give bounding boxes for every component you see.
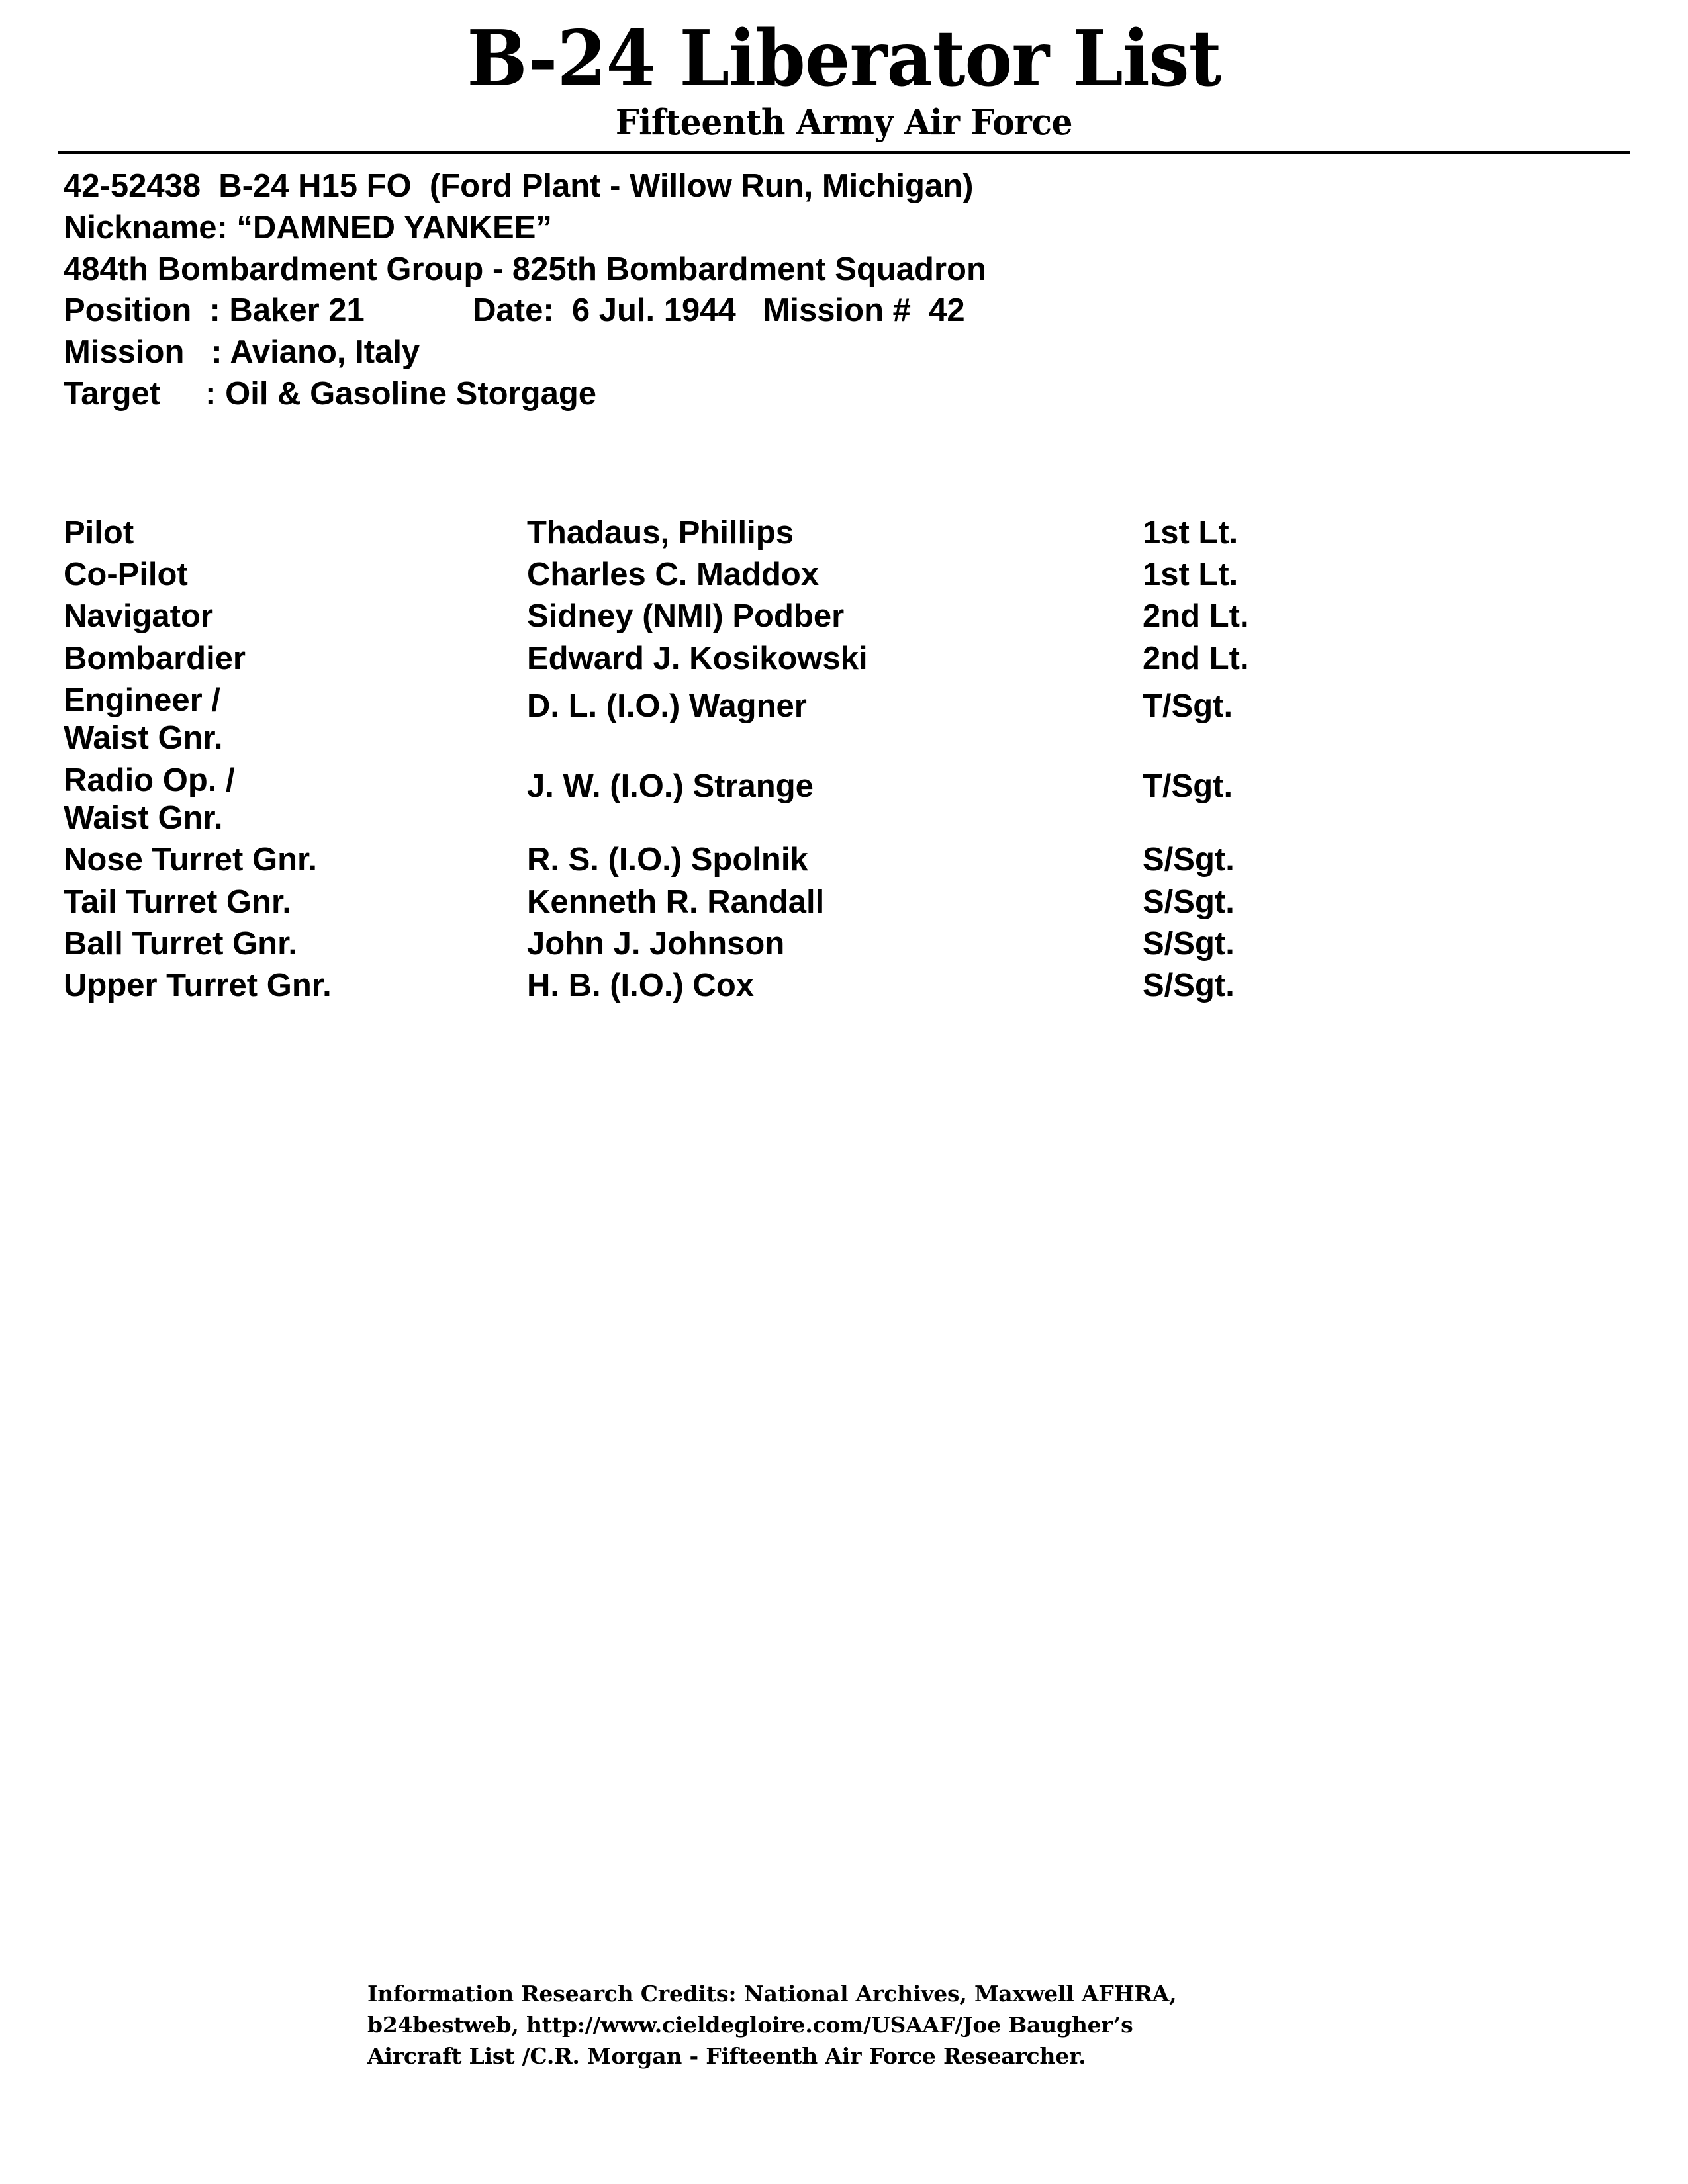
crew-rank: S/Sgt. (1143, 925, 1235, 962)
crew-rank: 1st Lt. (1143, 556, 1239, 592)
crew-rank: S/Sgt. (1143, 968, 1235, 1004)
table-row (64, 556, 1321, 598)
table-row (64, 762, 1321, 842)
crew-role-line1: Radio Op. / (64, 762, 235, 798)
crew-role: Pilot (64, 514, 134, 551)
crew-table (64, 514, 1321, 1009)
crew-rank: T/Sgt. (1143, 688, 1233, 724)
crew-role: Nose Turret Gnr. (64, 842, 318, 878)
credits-block (0, 1979, 1688, 2072)
crew-name: Edward J. Kosikowski (527, 640, 868, 676)
crew-rank: S/Sgt. (1143, 842, 1235, 878)
crew-role: Ball Turret Gnr. (64, 925, 298, 962)
crew-rank: 2nd Lt. (1143, 640, 1249, 676)
crew-rank: S/Sgt. (1143, 884, 1235, 920)
crew-role-line2: Waist Gnr. (64, 720, 223, 756)
crew-name: Thadaus, Phillips (527, 514, 794, 551)
crew-name: John J. Johnson (527, 925, 785, 962)
table-row (64, 884, 1321, 925)
position-date-mission-line: Position : Baker 21 Date: 6 Jul. 1944 Mission # 42 (64, 293, 965, 329)
crew-role (64, 762, 527, 842)
unit-line: 484th Bombardment Group - 825th Bombardment Squadron (64, 251, 986, 287)
crew-role: Co-Pilot (64, 556, 188, 592)
crew-name: R. S. (I.O.) Spolnik (527, 842, 808, 878)
header-divider (58, 151, 1630, 154)
crew-role: Tail Turret Gnr. (64, 884, 291, 920)
crew-name: H. B. (I.O.) Cox (527, 968, 754, 1004)
crew-role: Bombardier (64, 640, 246, 676)
document-header (0, 0, 1688, 154)
crew-name: J. W. (I.O.) Strange (527, 768, 814, 804)
crew-name: Kenneth R. Randall (527, 884, 825, 920)
aircraft-serial-line: 42-52438 B-24 H15 FO (Ford Plant - Willow Run, Michigan) (64, 168, 974, 205)
page-subtitle: Fifteenth Army Air Force (615, 102, 1073, 144)
credits-line-2: b24bestweb, http://www.cieldegloire.com/USAAF/Joe Baugher’s (367, 2011, 1133, 2038)
credits-line-3: Aircraft List /C.R. Morgan - Fifteenth Air Force Researcher. (367, 2042, 1086, 2069)
page-title: B-24 Liberator List (467, 14, 1221, 104)
crew-role (64, 682, 527, 762)
crew-role: Navigator (64, 598, 214, 635)
crew-rank: 2nd Lt. (1143, 598, 1249, 635)
crew-rank: 1st Lt. (1143, 514, 1239, 551)
crew-role-line1: Engineer / (64, 682, 220, 718)
crew-role-line2: Waist Gnr. (64, 799, 223, 836)
crew-name: D. L. (I.O.) Wagner (527, 688, 807, 724)
table-row (64, 682, 1321, 762)
table-row (64, 967, 1321, 1009)
crew-name: Sidney (NMI) Podber (527, 598, 845, 635)
mission-line: Mission : Aviano, Italy (64, 334, 420, 371)
crew-role: Upper Turret Gnr. (64, 968, 332, 1004)
credits-line-1: Information Research Credits: National Archives, Maxwell AFHRA, (367, 1981, 1177, 2007)
mission-info-block (64, 165, 1688, 414)
aircraft-nickname-line: Nickname: “DAMNED YANKEE” (64, 210, 552, 246)
table-row (64, 598, 1321, 639)
target-line: Target : Oil & Gasoline Storgage (64, 375, 597, 412)
table-row (64, 841, 1321, 883)
table-row (64, 640, 1321, 682)
crew-rank: T/Sgt. (1143, 768, 1233, 804)
crew-name: Charles C. Maddox (527, 556, 820, 592)
table-row (64, 514, 1321, 556)
table-row (64, 925, 1321, 967)
